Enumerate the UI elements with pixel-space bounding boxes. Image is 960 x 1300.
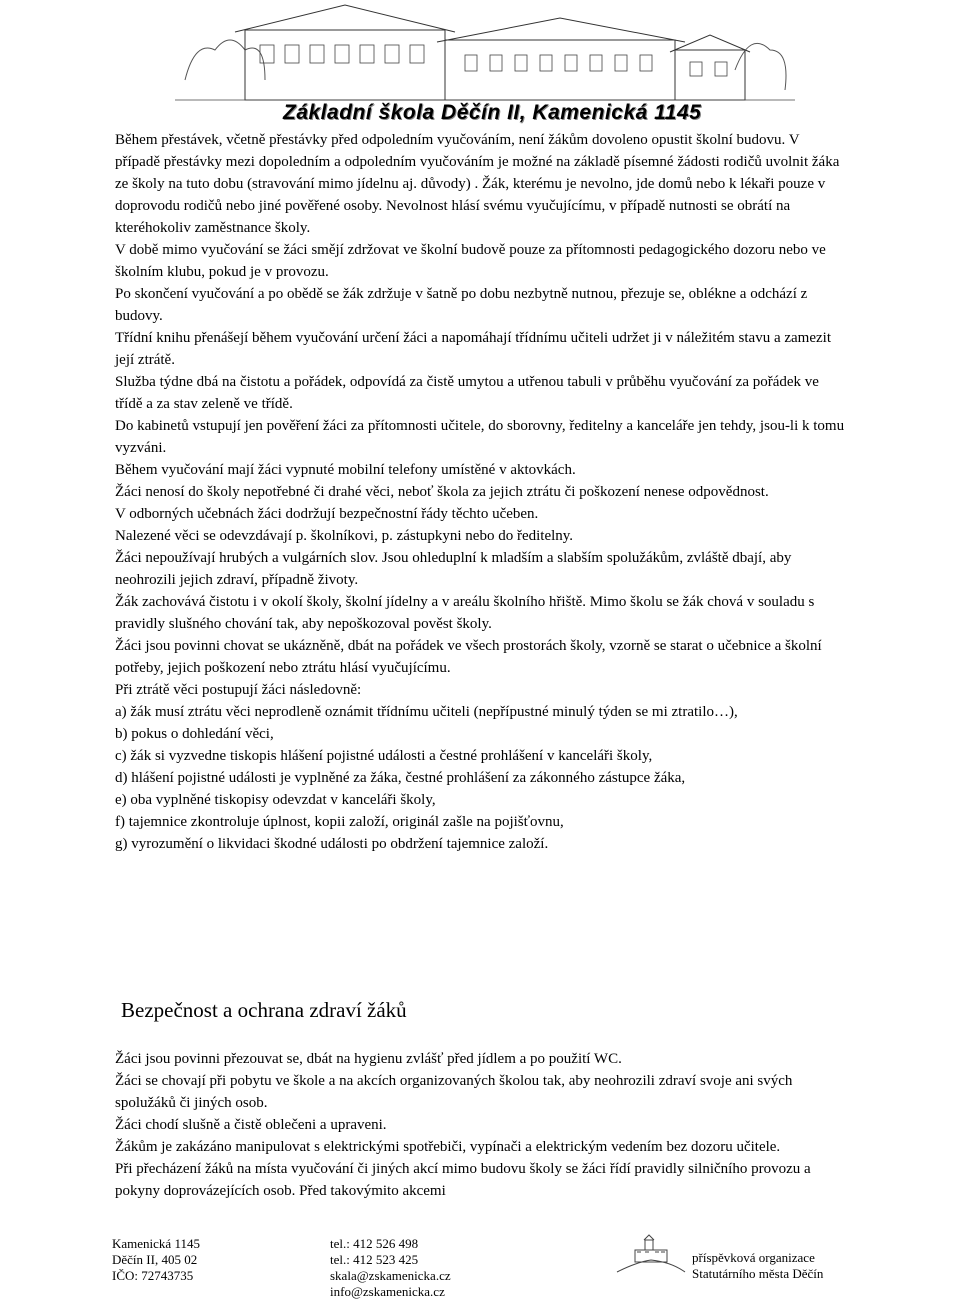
rule-paragraph: V odborných učebnách žáci dodržují bezpečnostní řády těchto učeben. xyxy=(115,506,539,522)
rule-paragraph: V době mimo vyučování se žáci smějí zdržovat ve školní budově pouze za přítomnosti pedagogického dozoru nebo ve školním klubu, pokud je v provozu. xyxy=(115,242,826,280)
safety-paragraph: Žákům je zakázáno manipulovat s elektrickými spotřebiči, vypínači a elektrickým vedením bez dozoru učitele. xyxy=(115,1139,781,1155)
footer-email-1[interactable]: skala@zskamenicka.cz xyxy=(330,1268,451,1283)
footer-street: Kamenická 1145 xyxy=(112,1236,200,1251)
footer-org-type: příspěvková organizace xyxy=(692,1250,815,1265)
list-item: b) pokus o dohledání věci, xyxy=(115,726,274,742)
safety-paragraph: Při přecházení žáků na místa vyučování či jiných akcí mimo budovu školy se žáci řídí pravidly silničního provozu a pokyny doprovázejících osob. Před takovýmito akcemi xyxy=(115,1161,811,1199)
safety-section-body xyxy=(115,1048,845,1202)
rule-paragraph: Žáci nenosí do školy nepotřebné či drahé věci, neboť škola za jejich ztrátu či poškození nenese odpovědnost. xyxy=(115,484,769,500)
rule-paragraph: Žáci jsou povinni chovat se ukázněně, dbát na pořádek ve všech prostorách školy, vzorně se starat o učebnice a školní potřeby, jejich poškození nebo ztrátu hlásí vyučujícímu. xyxy=(115,638,822,676)
safety-paragraph: Žáci chodí slušně a čistě oblečeni a upraveni. xyxy=(115,1117,387,1133)
footer-phone-1: tel.: 412 526 498 xyxy=(330,1236,419,1251)
rule-paragraph: Při ztrátě věci postupují žáci následovně: xyxy=(115,682,362,698)
rule-paragraph: Během přestávek, včetně přestávky před odpoledním vyučováním, není žákům dovoleno opustit školní budovu. V případě přestávky mezi dopoledním a odpoledním vyučováním je možné na základě písemné žádosti rodičů uvolnit žáka ze školy na tuto dobu (stravování mimo jídelnu aj. důvody) . Žák, kterému je nevolno, jde domů nebo k lékaři pouze v doprovodu rodičů nebo jiné pověřené osoby. Nevolnost hlásí svému vyučujícímu, v případě nutnosti se obrátí na kteréhokoliv zaměstnance školy. xyxy=(115,132,840,236)
list-item: c) žák si vyzvedne tiskopis hlášení pojistné události a čestné prohlášení v kanceláři školy, xyxy=(115,748,653,764)
list-item: f) tajemnice zkontroluje úplnost, kopii založí, originál zašle na pojišťovnu, xyxy=(115,814,564,830)
rules-body xyxy=(115,129,845,855)
safety-paragraph: Žáci se chovají při pobytu ve škole a na akcích organizovaných školou tak, aby neohrozili zdraví svoje ani svých spolužáků či jiných osob. xyxy=(115,1073,793,1111)
footer-org xyxy=(692,1250,823,1282)
footer-ico: IČO: 72743735 xyxy=(112,1268,194,1283)
footer-phone-2: tel.: 412 523 425 xyxy=(330,1252,419,1267)
list-item: e) oba vyplněné tiskopisy odevzdat v kanceláři školy, xyxy=(115,792,436,808)
rule-paragraph: Během vyučování mají žáci vypnuté mobilní telefony umístěné v aktovkách. xyxy=(115,462,576,478)
footer-contact xyxy=(330,1236,451,1300)
footer-city: Děčín II, 405 02 xyxy=(112,1252,198,1267)
rule-paragraph: Po skončení vyučování a po obědě se žák zdržuje v šatně po dobu nezbytně nutnou, přezuje se, oblékne a odchází z budovy. xyxy=(115,286,808,324)
list-item: g) vyrozumění o likvidaci škodné události po obdržení tajemnice založí. xyxy=(115,836,549,852)
list-item: d) hlášení pojistné události je vyplněné za žáka, čestné prohlášení za zákonného zástupce žáka, xyxy=(115,770,686,786)
section-heading: Bezpečnost a ochrana zdraví žáků xyxy=(121,998,407,1022)
safety-paragraph: Žáci jsou povinni přezouvat se, dbát na hygienu zvlášť před jídlem a po použití WC. xyxy=(115,1051,622,1067)
rule-paragraph: Do kabinetů vstupují jen pověření žáci za přítomnosti učitele, do sborovny, ředitelny a kanceláře jen tehdy, jsou-li k tomu vyzváni. xyxy=(115,418,845,456)
footer-email-2[interactable]: info@zskamenicka.cz xyxy=(330,1284,445,1299)
footer-org-founder: Statutárního města Děčín xyxy=(692,1266,824,1281)
rule-paragraph: Nalezené věci se odevzdávají p. školníkovi, p. zástupkyni nebo do ředitelny. xyxy=(115,528,574,544)
rule-paragraph: Žáci nepoužívají hrubých a vulgárních slov. Jsou ohleduplní k mladším a slabším spolužákům, zvláště dbají, aby neohrozili jejich zdraví, případně životy. xyxy=(115,550,792,588)
castle-logo-icon xyxy=(615,1234,687,1274)
footer-address xyxy=(112,1236,200,1284)
rule-paragraph: Žák zachovává čistotu i v okolí školy, školní jídelny a v areálu školního hřiště. Mimo školu se žák chová v souladu s pravidly slušného chování tak, aby nepoškozoval pověst školy. xyxy=(115,594,815,632)
school-name-banner: Základní škola Děčín II, Kamenická 1145 xyxy=(283,101,702,124)
list-item: a) žák musí ztrátu věci neprodleně oznámit třídnímu učiteli (nepřípustné minulý týden se mi ztratilo…), xyxy=(115,704,738,720)
rule-paragraph: Třídní knihu přenášejí během vyučování určení žáci a napomáhají třídnímu učiteli udržet ji v náležitém stavu a zamezit její ztrátě. xyxy=(115,330,831,368)
rule-paragraph: Služba týdne dbá na čistotu a pořádek, odpovídá za čistě umytou a utřenou tabuli v průběhu vyučování za pořádek ve třídě a za stav zeleně ve třídě. xyxy=(115,374,819,412)
